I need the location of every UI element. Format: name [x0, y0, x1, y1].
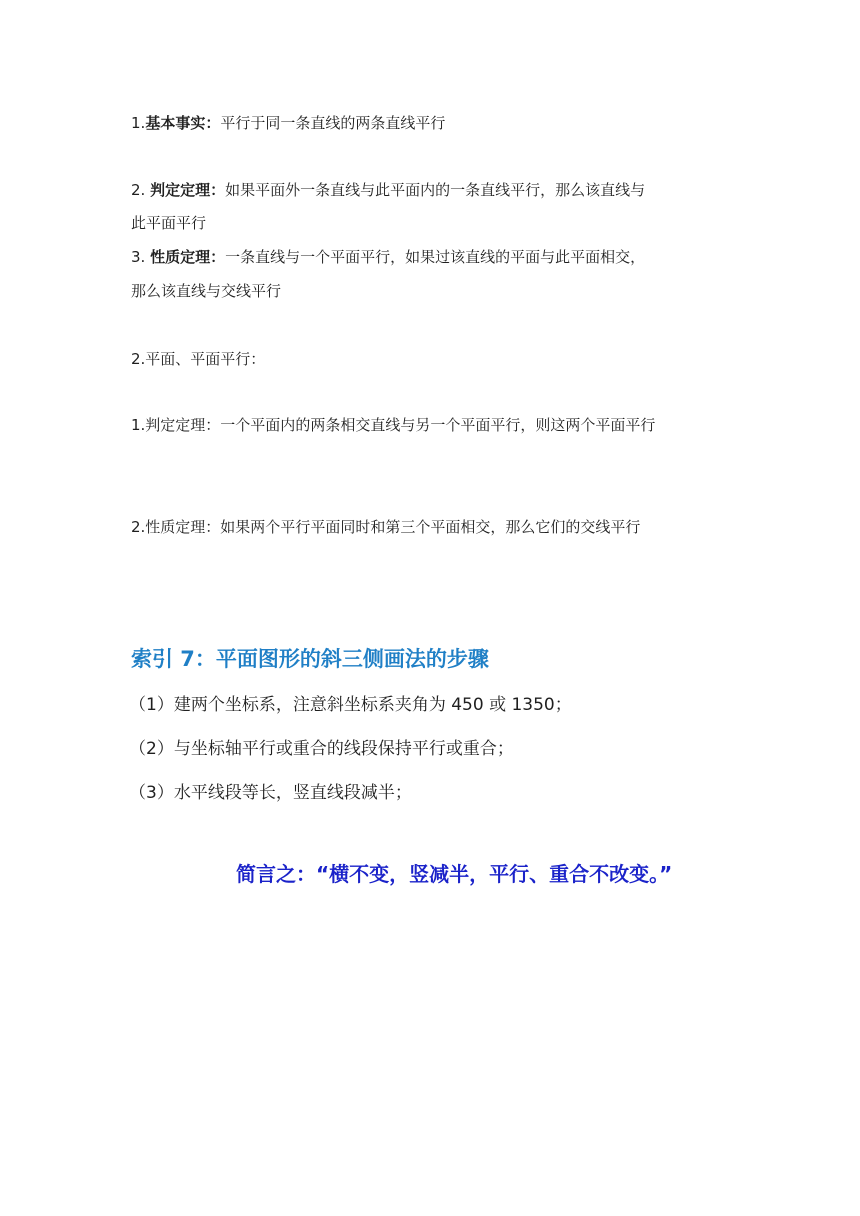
- step-2: （2）与坐标轴平行或重合的线段保持平行或重合；: [129, 739, 514, 759]
- fact-line: [131, 112, 445, 133]
- criterion-line-1: [131, 179, 645, 200]
- step-3: （3）水平线段等长，竖直线段减半；: [129, 783, 412, 803]
- section2-item-1: 1.判定定理：一个平面内的两条相交直线与另一个平面平行，则这两个平面平行: [131, 416, 656, 434]
- property-line-1: [131, 246, 645, 267]
- property-text-1: 一条直线与一个平面平行，如果过该直线的平面与此平面相交，: [225, 248, 646, 266]
- criterion-label: 判定定理: [150, 181, 211, 199]
- section2-title: 2.平面、平面平行：: [131, 350, 266, 368]
- fact-label: 基本事实: [145, 114, 206, 132]
- property-number: 3.: [131, 248, 151, 266]
- criterion-line-2: 此平面平行: [131, 214, 207, 232]
- criterion-text-1: 如果平面外一条直线与此平面内的一条直线平行，那么该直线与: [225, 181, 646, 199]
- step-1: （1）建两个坐标系，注意斜坐标系夹角为 450 或 1350；: [129, 695, 572, 715]
- fact-colon: ：: [205, 114, 221, 132]
- criterion-colon: ：: [210, 181, 226, 199]
- summary-quote: 简言之：“横不变，竖减半，平行、重合不改变。”: [236, 862, 673, 886]
- index7-heading: 索引 7：平面图形的斜三侧画法的步骤: [131, 647, 489, 671]
- fact-text: 平行于同一条直线的两条直线平行: [220, 114, 446, 132]
- fact-number: 1.: [131, 114, 146, 132]
- property-line-2: 那么该直线与交线平行: [131, 282, 282, 300]
- property-label: 性质定理: [150, 248, 211, 266]
- criterion-number: 2.: [131, 181, 151, 199]
- section2-item-2: 2.性质定理：如果两个平行平面同时和第三个平面相交，那么它们的交线平行: [131, 518, 641, 536]
- property-colon: ：: [210, 248, 226, 266]
